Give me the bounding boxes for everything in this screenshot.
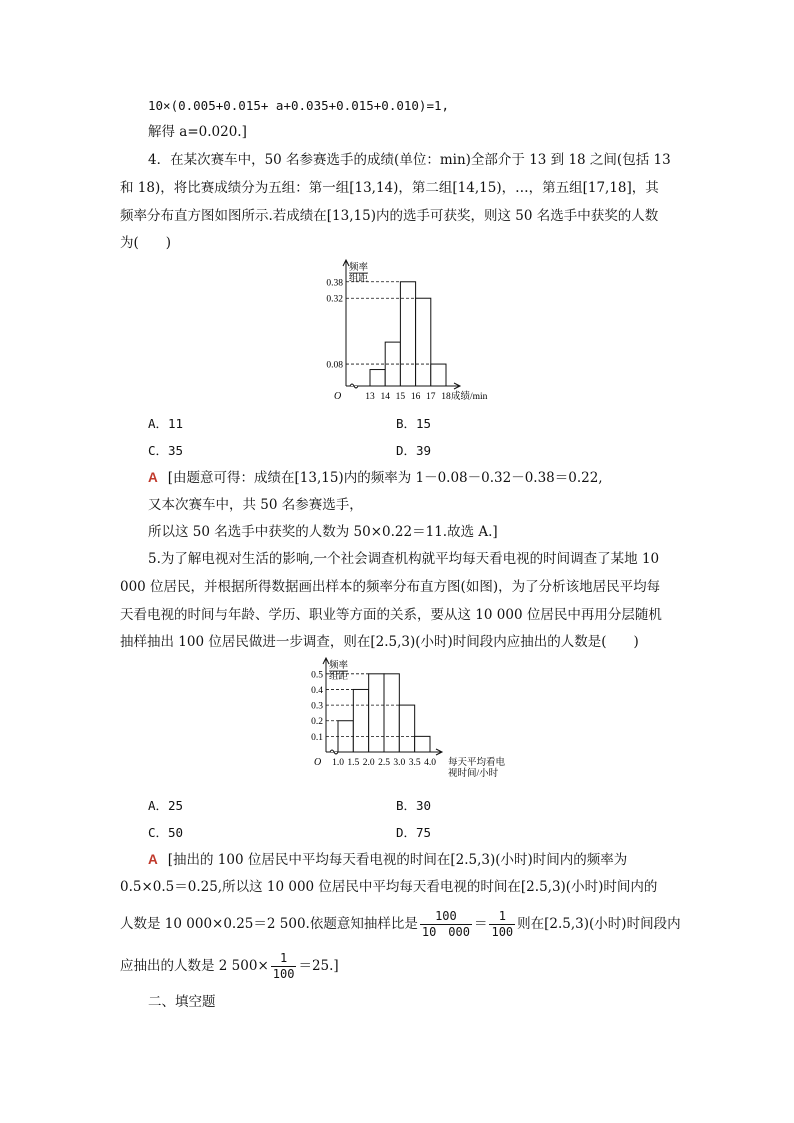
x-tick-label: 17: [426, 392, 436, 402]
histogram-bar: [400, 282, 415, 386]
q5-solution-1: [148, 850, 627, 870]
histogram-bar: [415, 736, 430, 752]
histogram-bar: [416, 298, 431, 386]
histogram-bar: [370, 370, 385, 386]
q5-solution-3-pre: 人数是 10 000×0.25＝2 500.依题意知抽样比是: [120, 916, 418, 932]
x-tick-label: 4.0: [424, 758, 436, 768]
y-tick-label: 0.2: [311, 717, 323, 728]
q5-line-2: 000 位居民，并根据所得数据画出样本的频率分布直方图(如图)，为了分析该地居民平均每: [120, 579, 661, 595]
fraction-denominator: 10 000: [421, 925, 470, 939]
axis-break-icon: [350, 384, 358, 388]
equals-sign: ＝: [473, 916, 488, 932]
y-tick-label: 0.3: [311, 701, 323, 712]
x-tick-label: 15: [395, 392, 406, 402]
q5-histogram: [300, 654, 510, 792]
fraction-multiplier: [271, 951, 297, 982]
q4-option-c: C．35: [148, 443, 184, 458]
x-tick-label: 1.0: [332, 758, 344, 768]
y-axis-label: 频率: [329, 661, 349, 671]
q5-option-c: C．50: [148, 825, 184, 840]
q4-answer-letter: A: [148, 470, 158, 485]
histogram-bar: [384, 674, 399, 752]
q5-solution-3-post: 则在[2.5,3)(小时)时间段内: [517, 916, 681, 932]
q5-line-3: 天看电视的时间与年龄、学历、职业等方面的关系，要从这 10 000 位居民中再用分层随机: [120, 607, 662, 623]
x-tick-label: 1.5: [347, 758, 360, 768]
fraction-numerator: 1: [271, 951, 297, 967]
q4-option-b: B．15: [396, 416, 432, 431]
q5-option-b: B．30: [396, 798, 432, 813]
q4-solution-1: [148, 468, 603, 488]
x-tick-label: 18: [441, 392, 451, 402]
x-tick-label: 2.5: [378, 758, 390, 768]
y-tick-label: 0.5: [311, 670, 323, 681]
fraction-one-hundredth: [489, 909, 515, 940]
q5-line-1: 5.为了解电视对生活的影响,一个社会调查机构就平均每天看电视的时间调查了某地 10: [148, 551, 660, 567]
y-tick-label: 0.08: [326, 360, 343, 371]
q5-solution-4-pre: 应抽出的人数是 2 500×: [120, 958, 269, 974]
q4-solution-3: 所以这 50 名选手中获奖的人数为 50×0.22＝11.故选 A.]: [148, 524, 498, 540]
q4-line-2: 和 18)，将比赛成绩分为五组：第一组[13,14)，第二组[14,15)，…，第五组[17,18]，其: [120, 180, 659, 196]
histogram-bar: [399, 705, 414, 752]
x-tick-label: 14: [380, 392, 390, 402]
x-tick-label: 2.0: [362, 758, 375, 768]
y-tick-label: 0.1: [311, 732, 323, 743]
x-axis-label: 视时间/小时: [448, 769, 499, 779]
y-axis-label: 频率: [349, 263, 369, 273]
x-tick-label: 16: [410, 392, 421, 402]
histogram-bar: [431, 364, 446, 386]
fraction-numerator: 1: [489, 909, 515, 925]
fraction-denominator: 100: [491, 925, 514, 939]
prev-result: 解得 a=0.020.]: [148, 124, 247, 140]
origin-label: O: [314, 757, 322, 768]
x-axis-label: 成绩/min: [451, 392, 488, 402]
q5-solution-2: 0.5×0.5＝0.25,所以这 10 000 位居民中平均每天看电视的时间在[2.5,3)(小时)时间内的: [120, 879, 658, 895]
x-tick-label: 3.5: [408, 758, 421, 768]
fraction-sampling-ratio: [420, 909, 472, 940]
q4-solution-text-1: [由题意可得：成绩在[13,15)内的频率为 1－0.08－0.32－0.38＝0.22,: [167, 470, 603, 486]
x-tick-label: 13: [365, 392, 375, 402]
q4-solution-2: 又本次赛车中，共 50 名参赛选手，: [148, 497, 363, 513]
q4-line-1: 4．在某次赛车中，50 名参赛选手的成绩(单位：min)全部介于 13 到 18 之间(包括 13: [148, 152, 671, 168]
histogram-bar: [369, 674, 384, 752]
fraction-numerator: 100: [420, 909, 472, 925]
x-axis-label: 每天平均看电: [448, 758, 506, 768]
axis-break-icon: [330, 750, 338, 754]
q4-line-3: 频率分布直方图如图所示.若成绩在[13,15)内的选手可获奖，则这 50 名选手中获奖的人数: [120, 208, 659, 224]
q4-option-d: D．39: [396, 443, 432, 458]
x-tick-label: 3.0: [393, 758, 406, 768]
y-tick-label: 0.38: [326, 278, 343, 289]
q5-answer-letter: A: [148, 852, 158, 867]
origin-label: O: [334, 391, 342, 402]
q5-option-d: D．75: [396, 825, 432, 840]
q5-option-a: A．25: [148, 798, 184, 813]
q4-option-a: A．11: [148, 416, 184, 431]
q5-solution-4-post: ＝25.]: [298, 958, 339, 974]
q5-line-4: 抽样抽出 100 位居民做进一步调查，则在[2.5,3)(小时)时间段内应抽出的人数是( ): [120, 634, 639, 650]
q4-histogram: [300, 256, 530, 406]
y-axis-label: 组距: [349, 274, 369, 284]
q5-solution-text-1: [抽出的 100 位居民中平均每天看电视的时间在[2.5,3)(小时)时间内的频率为: [167, 852, 628, 868]
q5-solution-4: [120, 948, 339, 984]
histogram-bar: [353, 689, 368, 752]
y-tick-label: 0.4: [311, 685, 323, 696]
section-title: 二、填空题: [148, 994, 216, 1010]
y-tick-label: 0.32: [326, 294, 343, 305]
q5-solution-3: [120, 906, 681, 942]
fraction-denominator: 100: [272, 967, 295, 981]
q4-line-4: 为( ): [120, 235, 172, 251]
prev-equation: 10×(0.005+0.015+ a+0.035+0.015+0.010)=1,: [148, 98, 450, 113]
y-axis-label: 组距: [329, 672, 349, 682]
